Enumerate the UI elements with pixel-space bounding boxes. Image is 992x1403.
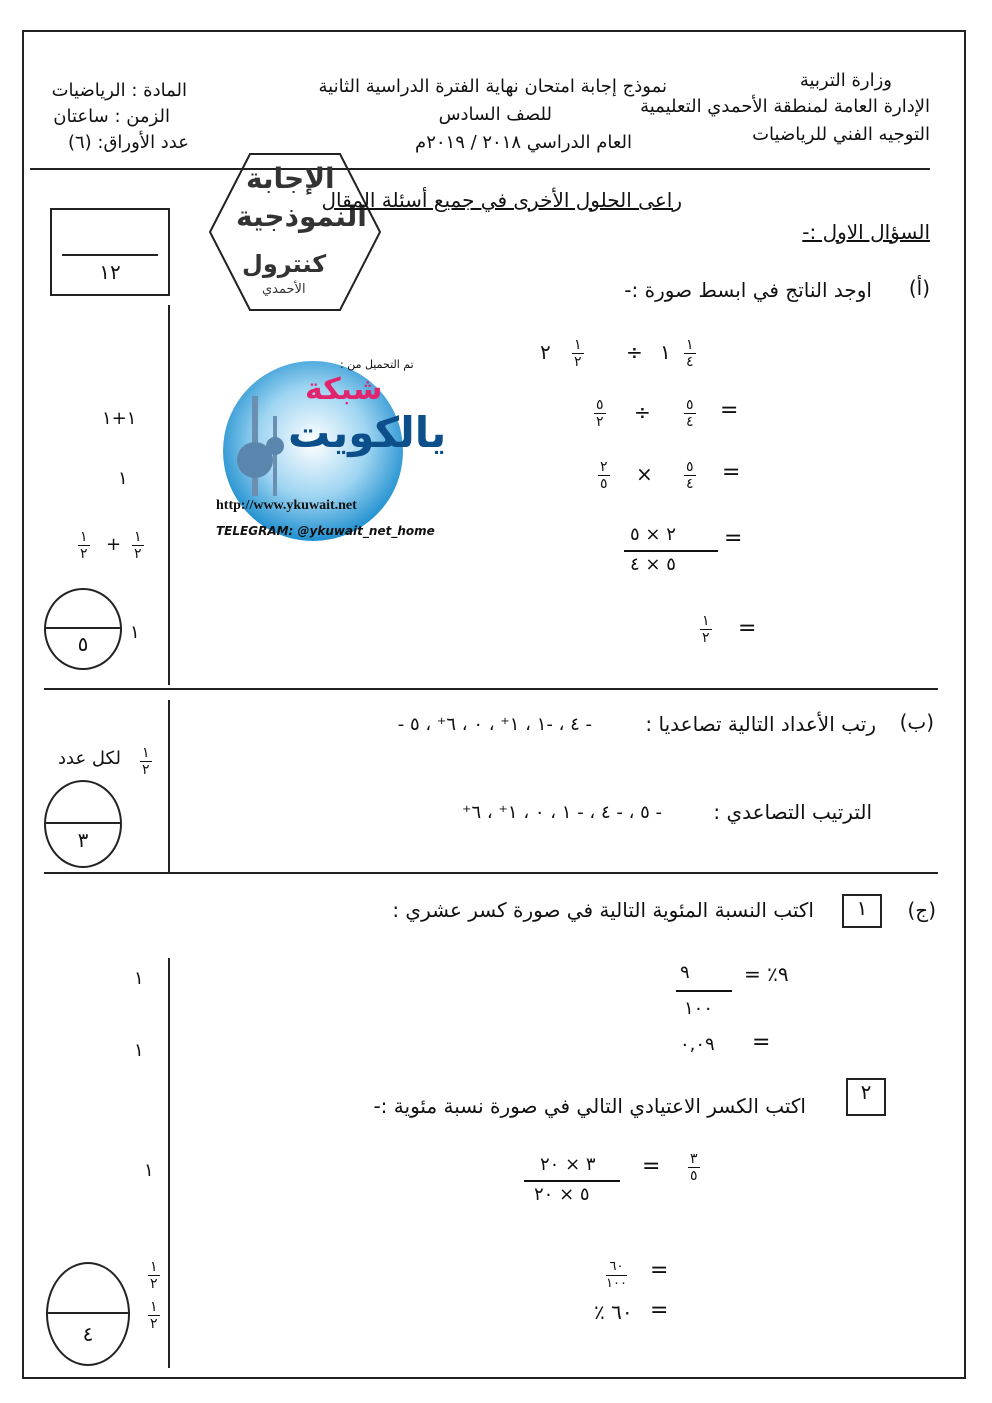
- item2-result-frac: ٦٠ ١٠٠: [606, 1259, 627, 1291]
- mark-a-half-right: ١ ٢: [134, 529, 142, 562]
- pages-count: عدد الأوراق: (٦): [67, 132, 189, 153]
- step2-op: ×: [636, 462, 653, 486]
- item2-bar: [524, 1180, 620, 1182]
- total-score-box: [50, 208, 170, 296]
- logo-telegram[interactable]: TELEGRAM: @ykuwait_net_home: [216, 524, 435, 538]
- step3-bar: [624, 550, 718, 552]
- item2-den: ٥ × ٢٠: [534, 1184, 590, 1205]
- year: العام الدراسي ٢٠١٨ / ٢٠١٩م: [415, 132, 632, 153]
- mark-a-1: ١+١: [102, 408, 137, 429]
- part-a-score: ٥: [77, 632, 89, 656]
- item2-number-box: ٢: [846, 1078, 886, 1116]
- mark-c-3: ١: [144, 1160, 154, 1181]
- supervision: التوجيه الفني للرياضيات: [752, 124, 930, 145]
- step2-frac-right: ٥ ٤: [686, 459, 694, 492]
- ministry: وزارة التربية: [799, 70, 892, 91]
- part-b-order-label: الترتيب التصاعدي :: [713, 800, 872, 824]
- item1-bar: [676, 990, 732, 992]
- step2-frac-left: ٢ ٥: [600, 459, 608, 492]
- directorate: الإدارة العامة لمنطقة الأحمدي التعليمية: [640, 96, 930, 117]
- stamp-line2: النموذجية: [236, 200, 367, 233]
- mark-a-3: ١: [130, 622, 140, 643]
- step3-numerator: ٢ × ٥: [630, 524, 676, 545]
- result-eq: =: [738, 616, 757, 641]
- score-column-divider-a: [168, 305, 170, 685]
- item2-num: ٣ × ٢٠: [540, 1154, 596, 1175]
- total-score: ١٢: [99, 260, 121, 284]
- expr-whole1: ٢: [540, 340, 551, 364]
- part-c-score: ٤: [82, 1322, 94, 1346]
- item2-percent-eq: =: [650, 1298, 669, 1323]
- part-b-prompt: رتب الأعداد التالية تصاعديا :: [645, 712, 876, 736]
- mark-c-1: ١: [134, 968, 144, 989]
- item1-d: ١٠٠: [684, 998, 714, 1019]
- item2-percent: ٦٠ ٪: [594, 1300, 633, 1324]
- header-divider: [30, 168, 930, 170]
- result-frac: ١ ٢: [702, 613, 710, 646]
- time: الزمن : ساعتان: [53, 106, 170, 127]
- score-column-divider-c: [168, 958, 170, 1368]
- logo-name-main: يالكويت: [288, 408, 447, 457]
- logo-name-top: شبكة: [305, 372, 383, 407]
- part-b-mark-text: لكل عدد: [58, 748, 121, 769]
- expr-op: ÷: [626, 340, 643, 364]
- item1-percent: ٩٪ =: [744, 962, 789, 986]
- mark-c-2: ١: [134, 1040, 144, 1061]
- step1-op: ÷: [634, 400, 651, 424]
- item1-eq: =: [752, 1030, 771, 1055]
- step1-eq: =: [720, 398, 739, 423]
- mark-c-half-1: ١ ٢: [150, 1259, 158, 1292]
- step2-eq: =: [722, 460, 741, 485]
- logo-downloaded-from: تم التحميل من :: [340, 358, 414, 371]
- step1-frac-right: ٥ ٤: [686, 397, 694, 430]
- part-b-score: ٣: [77, 828, 89, 852]
- part-a-divider: [44, 688, 938, 690]
- stamp-line3: كنترول: [242, 250, 327, 278]
- question-title: السؤال الاول :-: [802, 220, 930, 244]
- part-a-prompt: اوجد الناتج في ابسط صورة :-: [624, 278, 872, 302]
- mark-a-plus: +: [106, 534, 122, 555]
- part-b-label: (ب): [899, 710, 934, 734]
- item2-prompt: اكتب الكسر الاعتيادي التالي في صورة نسبة مئوية :-: [373, 1094, 806, 1118]
- item1-decimal: ٠,٠٩: [680, 1034, 715, 1055]
- expr-frac2: ١ ٤: [686, 337, 694, 370]
- grade: للصف السادس: [438, 104, 552, 125]
- stamp-line4: الأحمدي: [262, 282, 306, 297]
- exam-title: نموذج إجابة امتحان نهاية الفترة الدراسية الثانية: [318, 76, 667, 97]
- part-b-numbers: - ٤ ، -١ ، ١⁺ ، ٠ ، ٦⁺ ، ٥ -: [397, 714, 592, 735]
- item1-n: ٩: [680, 962, 690, 983]
- part-c-label: (ج): [907, 898, 936, 922]
- part-a-label: (أ): [908, 276, 930, 300]
- part-a-score-oval: [44, 588, 122, 670]
- part-b-divider: [44, 872, 938, 874]
- part-b-score-oval: [44, 780, 122, 868]
- part-b-order: - ٥ ، - ٤ ، - ١ ، ٠ ، ١⁺ ، ٦⁺: [461, 802, 662, 823]
- step3-denominator: ٥ × ٤: [630, 554, 676, 575]
- item2-eq: =: [642, 1154, 661, 1179]
- item2-result-eq: =: [650, 1258, 669, 1283]
- stamp-line1: الإجابة: [246, 162, 335, 195]
- item2-frac: ٣ ٥: [690, 1151, 698, 1184]
- step3-eq: =: [724, 526, 743, 551]
- expr-frac1: ١ ٢: [574, 337, 582, 370]
- item1-number-box: ١: [842, 894, 882, 928]
- note: راعى الحلول الأخرى في جميع أسئلة المقال: [321, 188, 682, 212]
- mark-a-half-left: ١ ٢: [80, 529, 88, 562]
- step1-frac-left: ٥ ٢: [596, 397, 604, 430]
- score-column-divider-b: [168, 700, 170, 872]
- part-b-mark-frac: ١ ٢: [142, 745, 150, 778]
- part-c-score-oval: [46, 1262, 130, 1366]
- item1-prompt: اكتب النسبة المئوية التالية في صورة كسر عشري :: [392, 898, 814, 922]
- subject: المادة : الرياضيات: [51, 80, 187, 101]
- mark-c-half-2: ١ ٢: [150, 1299, 158, 1332]
- expr-whole2: ١: [660, 340, 671, 364]
- logo-url[interactable]: http://www.ykuwait.net: [216, 498, 357, 513]
- mark-a-2: ١: [118, 468, 128, 489]
